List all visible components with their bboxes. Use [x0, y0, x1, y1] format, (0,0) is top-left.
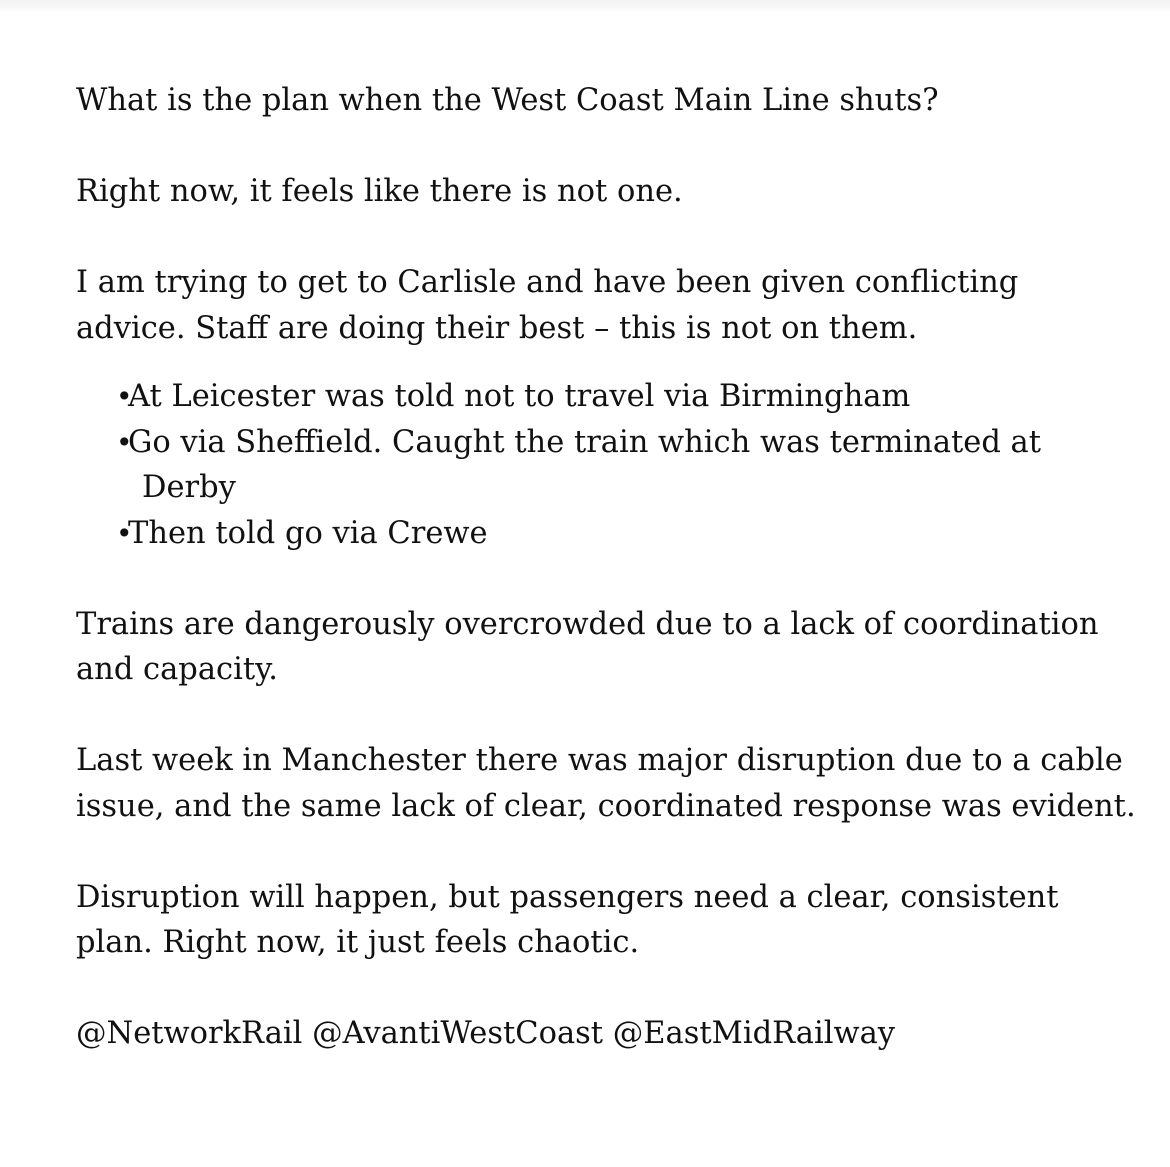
list-item-text: Then told go via Crewe: [128, 515, 488, 551]
situation-paragraph: I am trying to get to Carlisle and have been given conflicting advice. Staff are doing their best – this is not on them.: [76, 265, 1019, 346]
bullet-icon: •: [116, 380, 133, 413]
list-item: [76, 420, 1136, 511]
question-paragraph: What is the plan when the West Coast Main Line shuts?: [76, 83, 939, 118]
overcrowding-paragraph: Trains are dangerously overcrowded due to a lack of coordination and capacity.: [76, 606, 1099, 687]
list-item-text: At Leicester was told not to travel via Birmingham: [128, 379, 911, 414]
list-item-text: Go via Sheffield. Caught the train which was terminated at Derby: [128, 424, 1041, 505]
bullet-icon: •: [116, 516, 133, 550]
list-item: [76, 374, 1136, 420]
opinion-paragraph: Right now, it feels like there is not one.: [76, 174, 683, 209]
top-edge-shadow: [0, 0, 1170, 14]
mentions-line: @NetworkRail @AvantiWestCoast @EastMidRailway: [76, 1016, 895, 1051]
conclusion-paragraph: Disruption will happen, but passengers need a clear, consistent plan. Right now, it just feels chaotic.: [76, 879, 1059, 960]
document-body: [76, 78, 1136, 1057]
advice-list: [76, 374, 1136, 556]
list-item: [76, 511, 1136, 557]
manchester-paragraph: Last week in Manchester there was major disruption due to a cable issue, and the same lack of clear, coordinated response was evident.: [76, 743, 1136, 824]
bullet-icon: •: [116, 425, 133, 459]
